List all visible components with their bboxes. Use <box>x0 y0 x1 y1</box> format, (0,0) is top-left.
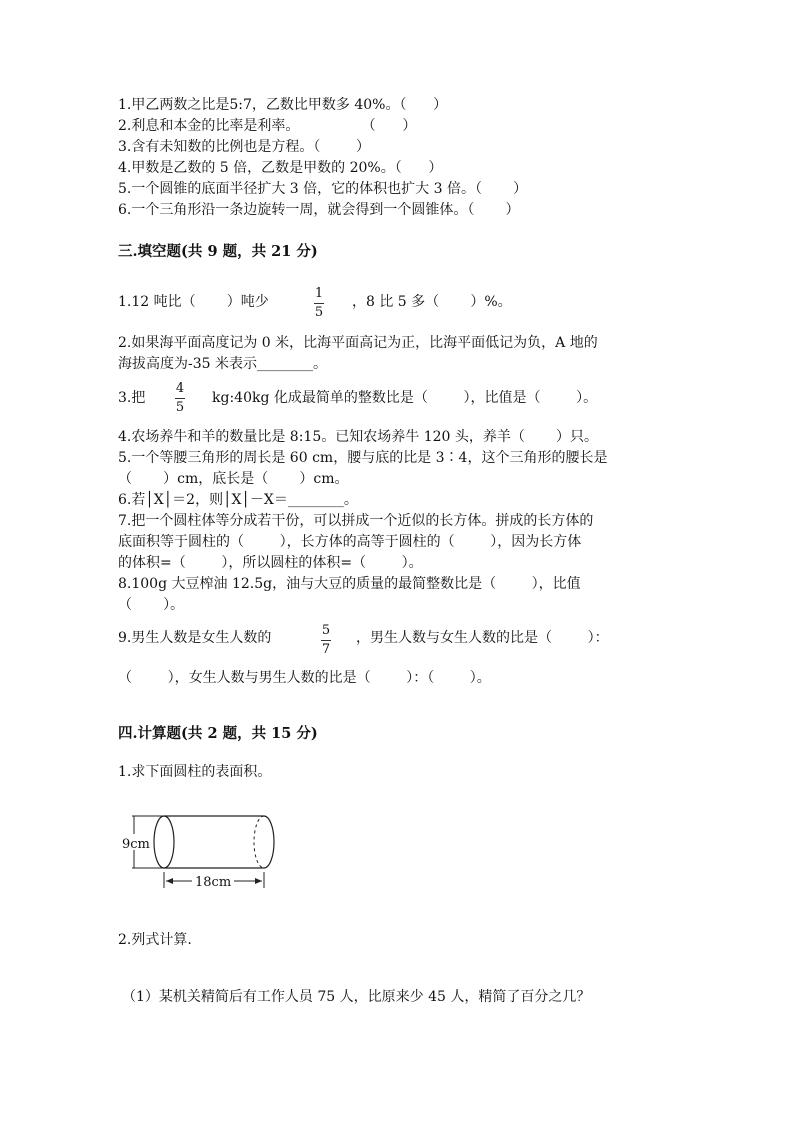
q9-fraction <box>321 623 331 658</box>
length-label: 18cm <box>195 875 232 890</box>
judgement-item-2: 2.利息和本金的比率是利率。 （ ） <box>118 118 417 134</box>
q2-line-2: 海拔高度为-35 米表示________。 <box>118 356 327 372</box>
q5-line-1: 5.一个等腰三角形的周长是 60 cm，腰与底的比是 3∶4，这个三角形的腰长是 <box>118 450 608 466</box>
q1-fraction <box>314 286 324 321</box>
q8-line-2: （ ）。 <box>118 597 185 613</box>
q5-line-2: （ ）cm，底长是（ ）cm。 <box>118 471 349 487</box>
q9-line-2: （ ），女生人数与男生人数的比是（ ）：（ ）。 <box>118 670 491 686</box>
cylinder-figure <box>116 808 286 898</box>
q3-fraction <box>175 381 185 416</box>
q3-text-a: 3.把 <box>118 390 146 406</box>
judgement-item-5: 5.一个圆锥的底面半径扩大 3 倍，它的体积也扩大 3 倍。（ ） <box>118 181 528 197</box>
height-label: 9cm <box>122 837 150 852</box>
fraction-denominator: 5 <box>175 400 185 415</box>
fraction-numerator: 5 <box>321 623 331 638</box>
judgement-item-3: 3.含有未知数的比例也是方程。（ ） <box>118 139 370 155</box>
calc1-question: 1.求下面圆柱的表面积。 <box>118 764 272 780</box>
fraction-denominator: 7 <box>321 642 331 657</box>
calc2-sub-question-1: （1）某机关精简后有工作人员 75 人，比原来少 45 人，精简了百分之几？ <box>122 989 591 1005</box>
q6-line-1: 6.若│X│＝2，则│X│－X＝________。 <box>118 492 358 508</box>
q7-line-1: 7.把一个圆柱体等分成若干份，可以拼成一个近似的长方体。拼成的长方体的 <box>118 513 594 529</box>
q7-line-3: 的体积=（ ），所以圆柱的体积=（ ）。 <box>118 555 423 571</box>
fraction-bar <box>321 640 331 641</box>
fraction-numerator: 4 <box>175 381 185 396</box>
q2-line-1: 2.如果海平面高度记为 0 米，比海平面高记为正，比海平面低记为负，A 地的 <box>118 335 598 351</box>
q9-text-b: ，男生人数与女生人数的比是（ ）： <box>356 630 609 646</box>
q9-text-a: 9.男生人数是女生人数的 <box>118 630 272 646</box>
section-4-title: 四.计算题(共 2 题，共 15 分) <box>118 725 318 742</box>
fraction-bar <box>314 303 324 304</box>
section-3-title: 三.填空题(共 9 题，共 21 分) <box>118 243 318 260</box>
q1-text-a: 1.12 吨比（ ）吨少 <box>118 294 269 310</box>
q7-line-2: 底面积等于圆柱的（ ），长方体的高等于圆柱的（ ），因为长方体 <box>118 534 582 550</box>
calc2-question: 2.列式计算. <box>118 932 192 948</box>
q1-text-b: ，8 比 5 多（ ）%。 <box>352 294 512 310</box>
judgement-item-1: 1.甲乙两数之比是5:7，乙数比甲数多 40%。（ ） <box>118 97 448 113</box>
q4-line-1: 4.农场养牛和羊的数量比是 8:15。已知农场养牛 120 头，养羊（ ）只。 <box>118 429 599 445</box>
q8-line-1: 8.100g 大豆榨油 12.5g，油与大豆的质量的最简整数比是（ ），比值 <box>118 576 581 592</box>
judgement-item-6: 6.一个三角形沿一条边旋转一周，就会得到一个圆锥体。（ ） <box>118 202 520 218</box>
q3-text-b: kg:40kg 化成最简单的整数比是（ ），比值是（ ）。 <box>212 390 598 406</box>
fraction-numerator: 1 <box>314 286 324 301</box>
fraction-denominator: 5 <box>314 305 324 320</box>
judgement-item-4: 4.甲数是乙数的 5 倍，乙数是甲数的 20%。（ ） <box>118 160 443 176</box>
fraction-bar <box>175 398 185 399</box>
